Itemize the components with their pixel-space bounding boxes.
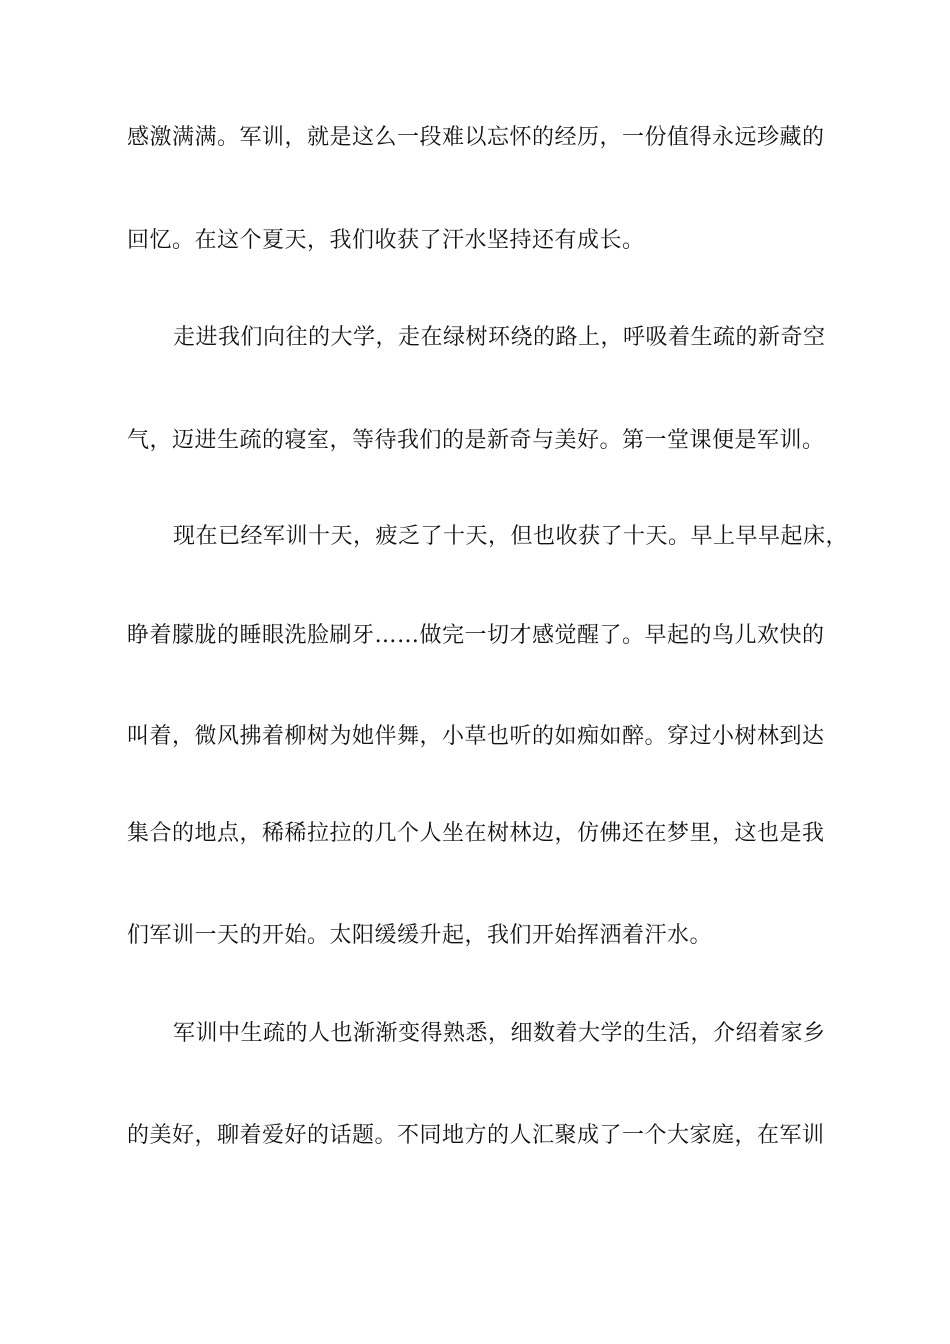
text-line-11: 的美好，聊着爱好的话题。不同地方的人汇聚成了一个大家庭，在军训 <box>127 1123 825 1148</box>
text-line-8: 集合的地点，稀稀拉拉的几个人坐在树林边，仿佛还在梦里，这也是我 <box>127 821 825 846</box>
text-line-1: 感激满满。军训，就是这么一段难以忘怀的经历，一份值得永远珍藏的 <box>127 125 825 150</box>
text-line-10: 军训中生疏的人也渐渐变得熟悉，细数着大学的生活，介绍着家乡 <box>173 1021 826 1046</box>
text-line-5: 现在已经军训十天，疲乏了十天，但也收获了十天。早上早早起床， <box>173 524 849 549</box>
text-line-4: 气，迈进生疏的寝室，等待我们的是新奇与美好。第一堂课便是军训。 <box>127 428 825 453</box>
text-line-6: 睁着朦胧的睡眼洗脸刷牙……做完一切才感觉醒了。早起的鸟儿欢快的 <box>127 623 825 648</box>
text-line-3: 走进我们向往的大学，走在绿树环绕的路上，呼吸着生疏的新奇空 <box>173 325 826 350</box>
text-line-7: 叫着，微风拂着柳树为她伴舞，小草也听的如痴如醉。穿过小树林到达 <box>127 724 825 749</box>
text-line-9: 们军训一天的开始。太阳缓缓升起，我们开始挥洒着汗水。 <box>127 923 713 948</box>
text-line-2: 回忆。在这个夏天，我们收获了汗水坚持还有成长。 <box>127 228 645 253</box>
